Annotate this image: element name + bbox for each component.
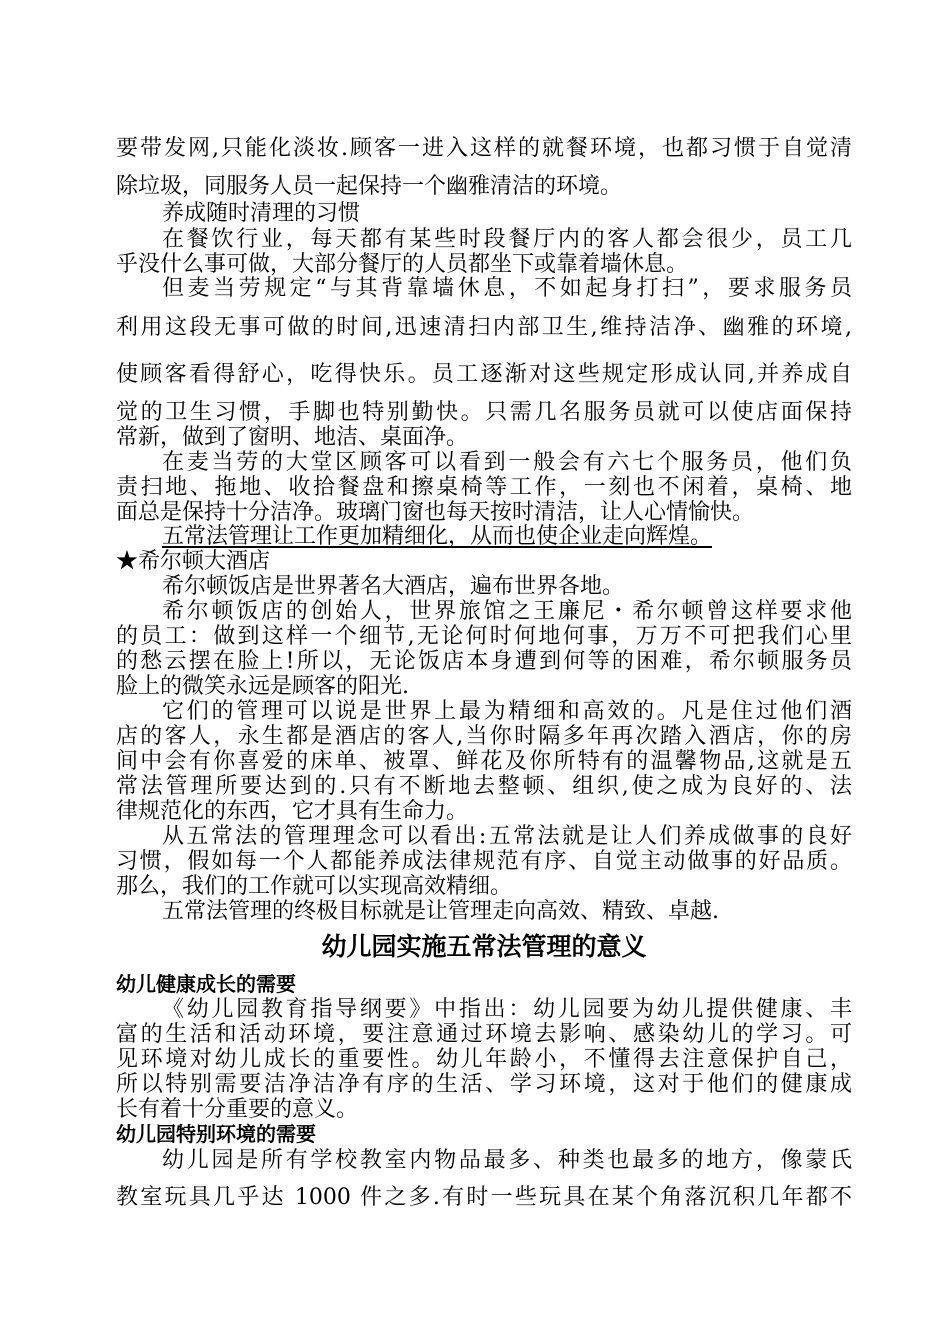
text-line: 习惯，假如每一个人都能养成法律规范有序、自觉主动做事的好品质。 <box>116 849 852 874</box>
text-line: 面总是保持十分洁净。玻璃门窗也每天按时清洁，让人心情愉快。 <box>116 500 755 525</box>
text-line: 那么，我们的工作就可以实现高效精细。 <box>116 874 513 899</box>
text-line: 养成随时清理的习惯 <box>162 201 361 226</box>
text-line: 乎没什么事可做，大部分餐厅的人员都坐下或靠着墙休息。 <box>116 252 689 277</box>
text-line: 除垃圾，同服务人员一起保持一个幽雅清洁的环境。 <box>116 174 623 199</box>
text-line: 常新，做到了窗明、地洁、桌面净。 <box>116 425 469 450</box>
section-heading-hilton: ★希尔顿大酒店 <box>116 549 271 574</box>
text-line: 见环境对幼儿成长的重要性。幼儿年龄小，不懂得去注意保护自己， <box>116 1047 852 1072</box>
chapter-title: 幼儿园实施五常法管理的意义 <box>321 932 647 961</box>
text-line: 从五常法的管理理念可以看出:五常法就是让人们养成做事的良好 <box>162 824 852 849</box>
text-line: 希尔顿饭店是世界著名大酒店，遍布世界各地。 <box>162 574 625 599</box>
text-line: 所以特别需要洁净洁净有序的生活、学习环境，这对于他们的健康成 <box>116 1072 852 1097</box>
text-line: 要带发网,只能化淡妆.顾客一进入这样的就餐环境，也都习惯于自觉清 <box>116 136 852 161</box>
text-line: 它们的管理可以说是世界上最为精细和高效的。凡是住过他们酒 <box>162 699 852 724</box>
text-line: 幼儿园是所有学校教室内物品最多、种类也最多的地方，像蒙氏 <box>162 1148 852 1173</box>
text-line: 在麦当劳的大堂区顾客可以看到一般会有六七个服务员，他们负 <box>162 450 852 475</box>
text-line: 责扫地、拖地、收拾餐盘和擦桌椅等工作，一刻也不闲着，桌椅、地 <box>116 475 852 500</box>
text-line: 的愁云摆在脸上!所以，无论饭店本身遭到何等的困难，希尔顿服务员 <box>116 649 852 674</box>
text-line: 律规范化的东西，它才具有生命力。 <box>116 799 469 824</box>
text-line: 希尔顿饭店的创始人，世界旅馆之王廉尼・希尔顿曾这样要求他 <box>162 599 852 624</box>
text-line: 在餐饮行业，每天都有某些时段餐厅内的客人都会很少，员工几 <box>162 227 852 252</box>
text-line: 富的生活和活动环境，要注意通过环境去影响、感染幼儿的学习。可 <box>116 1022 852 1047</box>
text-line: 脸上的微笑永远是顾客的阳光. <box>116 674 409 699</box>
text-line: 店的客人，永生都是酒店的客人,当你时隔多年再次踏入酒店，你的房 <box>116 724 852 749</box>
text-line: 利用这段无事可做的时间,迅速清扫内部卫生,维持洁净、幽雅的环境, <box>116 315 852 340</box>
text-line: 五常法管理的终极目标就是让管理走向高效、精致、卓越. <box>162 899 719 924</box>
subsection-heading: 幼儿健康成长的需要 <box>116 972 296 996</box>
subsection-heading: 幼儿园特别环境的需要 <box>116 1122 316 1146</box>
text-line: 觉的卫生习惯，手脚也特别勤快。只需几名服务员就可以使店面保持 <box>116 400 852 425</box>
text-line: 长有着十分重要的意义。 <box>116 1097 359 1122</box>
text-line: 但麦当劳规定“与其背靠墙休息，不如起身打扫”，要求服务员 <box>162 276 852 301</box>
underlined-summary: 五常法管理让工作更加精细化，从而也使企业走向辉煌。 <box>162 524 713 549</box>
text-line: 使顾客看得舒心，吃得快乐。员工逐渐对这些规定形成认同,并养成自 <box>116 362 852 387</box>
text-line: 间中会有你喜爱的床单、被罩、鲜花及你所特有的温馨物品,这就是五 <box>116 749 852 774</box>
text-line: 教室玩具几乎达 1000 件之多.有时一些玩具在某个角落沉积几年都不 <box>116 1185 852 1210</box>
text-line: 的员工：做到这样一个细节,无论何时何地何事，万万不可把我们心里 <box>116 624 852 649</box>
text-line: 常法管理所要达到的.只有不断地去整顿、组织,使之成为良好的、法 <box>116 774 852 799</box>
text-line: 《幼儿园教育指导纲要》中指出：幼儿园要为幼儿提供健康、丰 <box>162 997 852 1022</box>
